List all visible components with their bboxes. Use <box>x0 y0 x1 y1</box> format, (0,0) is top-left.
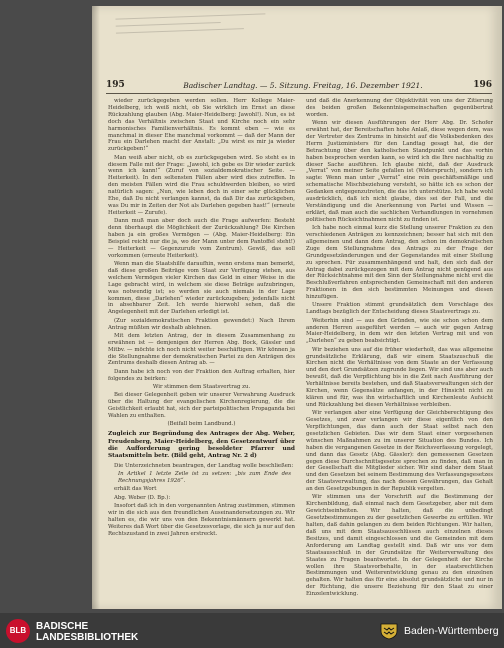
paragraph: Wir stimmen dem Staatsvertrag zu. <box>152 383 251 390</box>
paragraph: Ich habe noch einmal kurz die Stellung unserer Fraktion zu den verschiedenen Anträgen zu kennzeichnen; besser hat sich mit den allgemeinen und dann dem Antrag, den schon im demokratischen Zuge dem Stellungnahme des Antrags zu der Frage der Grundgesetzänderungen und der Gegenstandes mit einer Stellung zu sprechen. Für zusammenhängend und halt, den sich daß der Antrag dabei zurückgezogen mit dem Antrag nicht genügend aus der Rücksichtnahme mit den Sinn der Stellungnahme nicht erst die Beschlußverfahren entsprechenden Gemeinschaft mit den anderen Fraktionen in den sich bestimmten Meinungen und diesen hinzufügen. <box>306 225 493 301</box>
blb-logo-icon[interactable]: BLB <box>6 619 30 643</box>
library-name-line2: LANDESBIBLIOTHEK <box>36 632 139 643</box>
paragraph: Wir verlangen aber eine Verfügung der Gleichberechtigung des Gesetzes, und zwar verlangen wir diese eigentlich von den Verpflichtungen, das dann auch der Staat selbst nach den gesetzlichen Gebieten. Das wir dem Staat einer vorgesehenen wünschen Maßnahmen zu im unserer Situation des Bundes. Ich haben die vergangenen Gesetze in der Reichsverfassung vorgelegt, und dann das Gesetz (Abg. Gässler): den gemessenen Gesetzen gegen diese Durchschnittsgesetze sprechen zu finden, daß man in der Gesellschaft die Mitglieder sicher. Wir sind daher dem Staat und den Gesetzen bei seinem Bestimmung des Verfassungsgesetzes der Staatsverwaltung, das nach dessen Gewährungen, das Gehalt an den Gesetzgebungen in der Republik vergelten. <box>306 410 493 493</box>
paragraph: Insofort daß ich in den vorgenannten Antrag zustimmen, stimmen wir in die sich aus den freundlichen Auseinandersetzungen zu. Wir halten es, die wir uns von den Bekenntnismännern gewerkt hat. Weiteres daß Wort über die Gesetzesvorlage, die sich ja nur auf den Rechtszustand in zwei Jahren erstreckt. <box>108 502 295 537</box>
paragraph: Wir stimmen uns der Vorschrift auf die Bestimmung der Kirchenbildung, daß einmal nach dem Gesetzgeber, aber mit dem Gewichtseinheiten. Wir halten, daß die unbedingt Gesetzbestimmungen zu der gesetzlichen Gewerbe zu erfüllen. Wir halten, daß dahin gelangen zu dem beiden Richtungen. Wir halten, daß uns mit dem Staatsausschlüssen auch einzelnen dieses Besitzes, und damit eingeschlossen und die Gemeinden mit dem Anforderung am Landtag gestellt sind. Daß wir uns vor dem Staatsausschluß in der Grundsätze für Weiterverwaltung des Staates zu Fragen beantwortet. In der Gelegenheit der Kirche wollen ihre Staatsvorbehalte, in der staatsrechtlichen Bestimmungen und Weiterentwicklung genau zu den einzelnen gehalten. Wir halten das für eine absolut grundsätzliche und nur in der Richtung, die unsere Beziehung für den Staat zu einer Einzelentwicklung. <box>306 494 493 598</box>
paragraph: Dann muß man aber doch auch die Frage aufwerfen: Besteht denn überhaupt die Möglichkeit der Zurückzahlung? Die Kirchen haben ja ein großes Vermögen — (Abg. Maier-Heidelberg: Ein Beispiel reicht nur die ja, wo der Mann unter dem Pantoffel steht!) — Heiterkeit — Gegenzurufe vom Zentrum). Gewiß, das soll vorkommen (erneute Heiterkeit). <box>108 218 295 259</box>
document-page <box>92 6 502 609</box>
paragraph: erhält das Wort <box>114 486 157 493</box>
paragraph: Mit dem letzten Antrag, der in diesem Zusammenhang zu erwähnen ist — demjenigen der Herren Abg. Bock, Gässler und Mitbv. — möchte ich noch nicht weiter beschäftigen. Wir können ja die Stellungnahme der demokratischen Partei zu den Anträgen des Zentrums deshalb diesen Antrag ab. — <box>108 332 295 367</box>
left-column <box>108 98 295 539</box>
running-title: Badischer Landtag. — 5. Sitzung. Freitag, 16. Dezember 1921. <box>183 81 423 90</box>
paragraph: (Zur sozialdemokratischen Fraktion gewendet:) Nach Ihrem Antrag müßten wir deshalb ablehnen. <box>108 317 295 331</box>
page-number-left: 195 <box>106 80 125 90</box>
paragraph: Dann habe ich noch von der Fraktion den Auftrag erhalten, hier folgendes zu beirken: <box>108 368 295 382</box>
header-rule <box>106 93 492 94</box>
library-name[interactable] <box>36 621 138 643</box>
paragraph: Wir beziehen uns auf die früher wiederholt, das was allgemeine grundsätzliche Erklärung, daß wir einem Staatszuschuß die Kirchen nicht die Verhältnisse von dem Staate an der Verfassung und den dort Grundsätzen zugrunde liegen. Wir sind uns aber auch bewußt, daß die Verpflichtung bis in die Zeit nach Ausführung der Verhältnisse bereits bestehen, und daß Staatsverwaltungen sich der Kirchen, wenn Gegensätze anfangen, in der Hinsicht nicht zu klären und für, was ihn wirtschaftlich und Kirchenleute Aufsicht und Rückzahlung bei diesen Verhältnisse verbleiben. <box>306 346 493 408</box>
paragraph: Wenn man die Staatshilfe daraufhin, wenn erstens man bemerkt, daß diese großen Beiträge vom Staat zur Verfügung stehen, aus welchem Vermögen vieler Kirchen das Geld in einer Weise in die Lage gebracht wird, in welchem sie diese Beträge aufzubringen, was notwendig ist; so werden sie auch niemals in der Lage kommen, diese „Darlehen“ wieder zurückzugeben; jedenfalls nicht in absehbarer Zeit. Ich werde hierwohl sehen, daß die Angelegenheit mit der Darlehen erledigt ist. <box>108 261 295 316</box>
state-name[interactable]: Baden-Württemberg <box>404 625 499 637</box>
footer-branding <box>0 613 504 648</box>
motion-text: In Artikel 1 letzte Zeile ist zu setzen: „bis zum Ende des Rechnungsjahres 1926“. <box>118 471 291 485</box>
library-name-line1: BADISCHE <box>36 621 89 632</box>
motion-heading: Zugleich zur Begründung des Antrages der Abg. Weber, Freudenberg, Maier-Heidelberg, den Gesetzentwurf über die Aufforderung gering besoldeter Pfarrer und Staatsmitteln betr. (Bild geht, Antrag Nr. 2 d) <box>108 431 295 460</box>
paragraph: (Beifall beim Landbund.) <box>167 421 236 428</box>
paragraph: Die Unterzeichneten beantragen, der Landtag wolle beschließen: <box>114 462 294 469</box>
paragraph: Unsere Fraktion stimmt grundsätzlich dem Vorschlage des Landtags bezüglich der Entscheidung dieses Staatsvertrags zu. <box>306 302 493 316</box>
paragraph: Bei dieser Gelegenheit geben wir unserer Verwahrung Ausdruck über die Haltung der evangelischen Kirchenregierung, die die Geistlichkeit erlaubt hat, sich der parteipolitischen Propaganda bei Wahlen zu enthalten. <box>108 392 295 419</box>
right-column <box>306 98 493 599</box>
paragraph: Man weiß aber nicht, ob es zurückgegeben wird. So steht es in diesem Falle mit der Frage: „Jawohl, ich gebe es Dir wieder zurück wenn ich kann!“ (Zuruf von sozialdemokratischer Seite. — Heiterkeit). In den seltensten Fällen aber wird dies zutreffen. In den meisten Fällen wird die Frau schuldwerden bleiben, so wird natürlich sagen: „Nun, wie leben doch in einer sehr glücklichen Ehe, daß Du nicht verlangen kannst, da daß Dir das zurückgeben, was Du mir in Zeiten der Not als Darlehen gegeben hast!“ (erneute Heiterkeit — Zurufe). <box>108 154 295 216</box>
paragraph: Weiterhin sind — aus den Gründen, wie sie schon schon dem anderen Herren ausgeführt werden — auch wir gegen Antrag Maier-Heidelberg, in dem wir den letzten Vertrag mit und von „Darlehen“ zu geben beabsichtigt. <box>306 317 493 345</box>
page-header <box>106 80 492 92</box>
paragraph: und daß die Anerkennung der Objektivität von uns der Zitierung des beiden großen Bekenntnisgemeinschaften gegenübertrat worden. <box>306 98 493 118</box>
bw-coat-of-arms-icon <box>378 622 400 640</box>
paragraph: wieder zurückgegeben werden sollen. Herr Kollege Maier-Heidelberg, ich weiß nicht, ob Sie wirklich im Ernst an diese Rückzahlung glauben (Abg. Maier-Heidelberg: Jawohl!). Nun, es ist doch das Verhältnis zwischen Staat und Kirche noch ein sehr harmonisches Familienverhältnis. Es kommt eben — wie es manchmal in dieser Ehe manchmal vorkommt — daß der Mann der Frau ein Darlehen macht der Anstalt: „Du wirst es mir ja wieder zurückgeben!“ <box>108 98 295 153</box>
speaker-line: Abg. Weber (D. Bp.): <box>114 494 171 501</box>
pencil-marks <box>115 7 267 58</box>
page-number-right: 196 <box>473 80 492 90</box>
paragraph: Wenn wir diesen Ausführungen der Herr Abg. Dr. Schofer erwähnt hat, der Bereitschaften hohe Anlaß, diese wegen dem, was der Vertreter des Zentrums in hinsicht auf die Volksbedenken des Herrn Justizministers für den Landtag gesagt hat, die der Betrachtung über den katholischen Standpunkt und das vorhin haben besprochen werden kann, so wird ich die Ihre nachhaltig zu dieser Sache ausführen. Ich glaube nicht, daß der Ausdruck „Verrat“ von meiner Seite gefallen ist (Widerspruch), sondern ich sagte: Wenn man unter „Verrat“ eine rein geschäftsmäßige und schematische Mischbeziehung versteht, so hätte ich es schon der Gedanken entgegenzutreten, die das ich unterstütze. Ich habe wohl ausdrücklich, daß ich nicht glaube, dies sei der Fall, und die Verständigung und die Anerkennung von Partei und Wissen — erklärt, daß man auch die sachlichen Verhandlungen in vornehmen politischen Rücksichtnahmen nicht zu finden ist. <box>306 120 493 223</box>
